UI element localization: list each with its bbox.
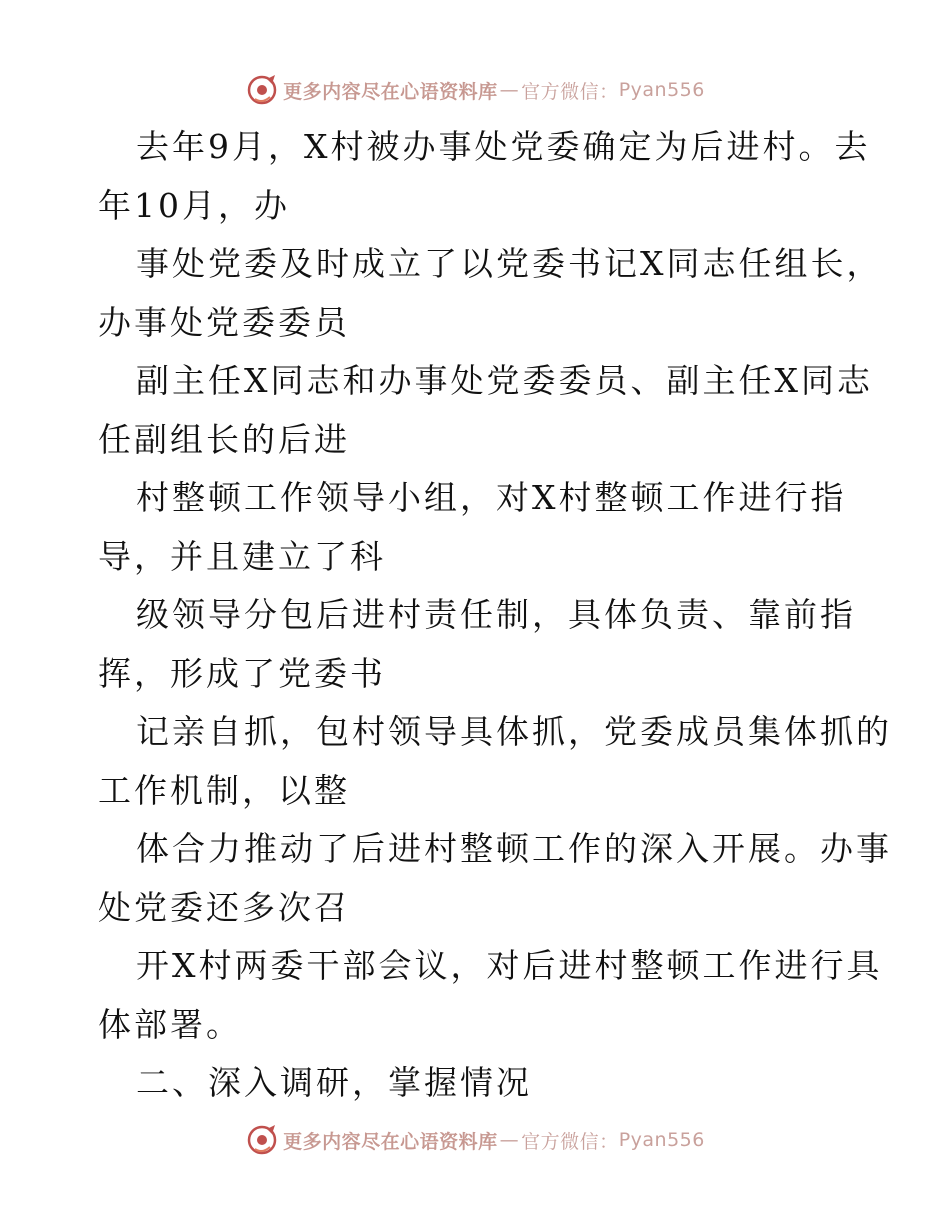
text-line: 导，并且建立了科 xyxy=(98,536,386,576)
watermark-dash: — xyxy=(499,1129,520,1151)
section-heading: 二、深入调研，掌握情况 xyxy=(136,1063,532,1102)
watermark-header xyxy=(0,72,950,108)
logo-icon xyxy=(245,73,279,107)
text-line: 去年9月，X村被办事处党委确定为后进村。去 xyxy=(136,127,871,166)
document-body xyxy=(98,118,892,1113)
text-line: 工作机制，以整 xyxy=(98,770,350,810)
text-line: 记亲自抓，包村领导具体抓，党委成员集体抓的 xyxy=(136,712,892,751)
watermark-sub-text: 官方微信： xyxy=(521,1130,619,1153)
logo-icon xyxy=(245,1123,279,1157)
text-line: 副主任X同志和办事处党委委员、副主任X同志 xyxy=(136,361,873,400)
text-line: 办事处党委委员 xyxy=(98,302,350,342)
watermark-wechat-id: Pyan556 xyxy=(618,1129,705,1151)
text-line: 处党委还多次召 xyxy=(98,887,350,927)
text-line: 村整顿工作领导小组，对X村整顿工作进行指 xyxy=(136,478,847,517)
watermark-main-text: 更多内容尽在心语资料库 xyxy=(283,1130,498,1153)
text-line: 体合力推动了后进村整顿工作的深入开展。办事 xyxy=(136,829,892,868)
text-line: 挥，形成了党委书 xyxy=(98,653,386,693)
text-line: 体部署。 xyxy=(98,1004,242,1044)
text-line: 开X村两委干部会议，对后进村整顿工作进行具 xyxy=(136,946,883,985)
text-line: 年10月，办 xyxy=(98,185,290,225)
watermark-wechat-id: Pyan556 xyxy=(618,79,705,101)
text-line: 任副组长的后进 xyxy=(98,419,350,459)
watermark-dash: — xyxy=(499,79,520,101)
watermark-main-text: 更多内容尽在心语资料库 xyxy=(283,80,498,103)
watermark-footer xyxy=(0,1122,950,1158)
text-line: 事处党委及时成立了以党委书记X同志任组长， xyxy=(136,244,883,283)
text-line: 级领导分包后进村责任制，具体负责、靠前指 xyxy=(136,595,856,634)
watermark-sub-text: 官方微信： xyxy=(521,80,619,103)
